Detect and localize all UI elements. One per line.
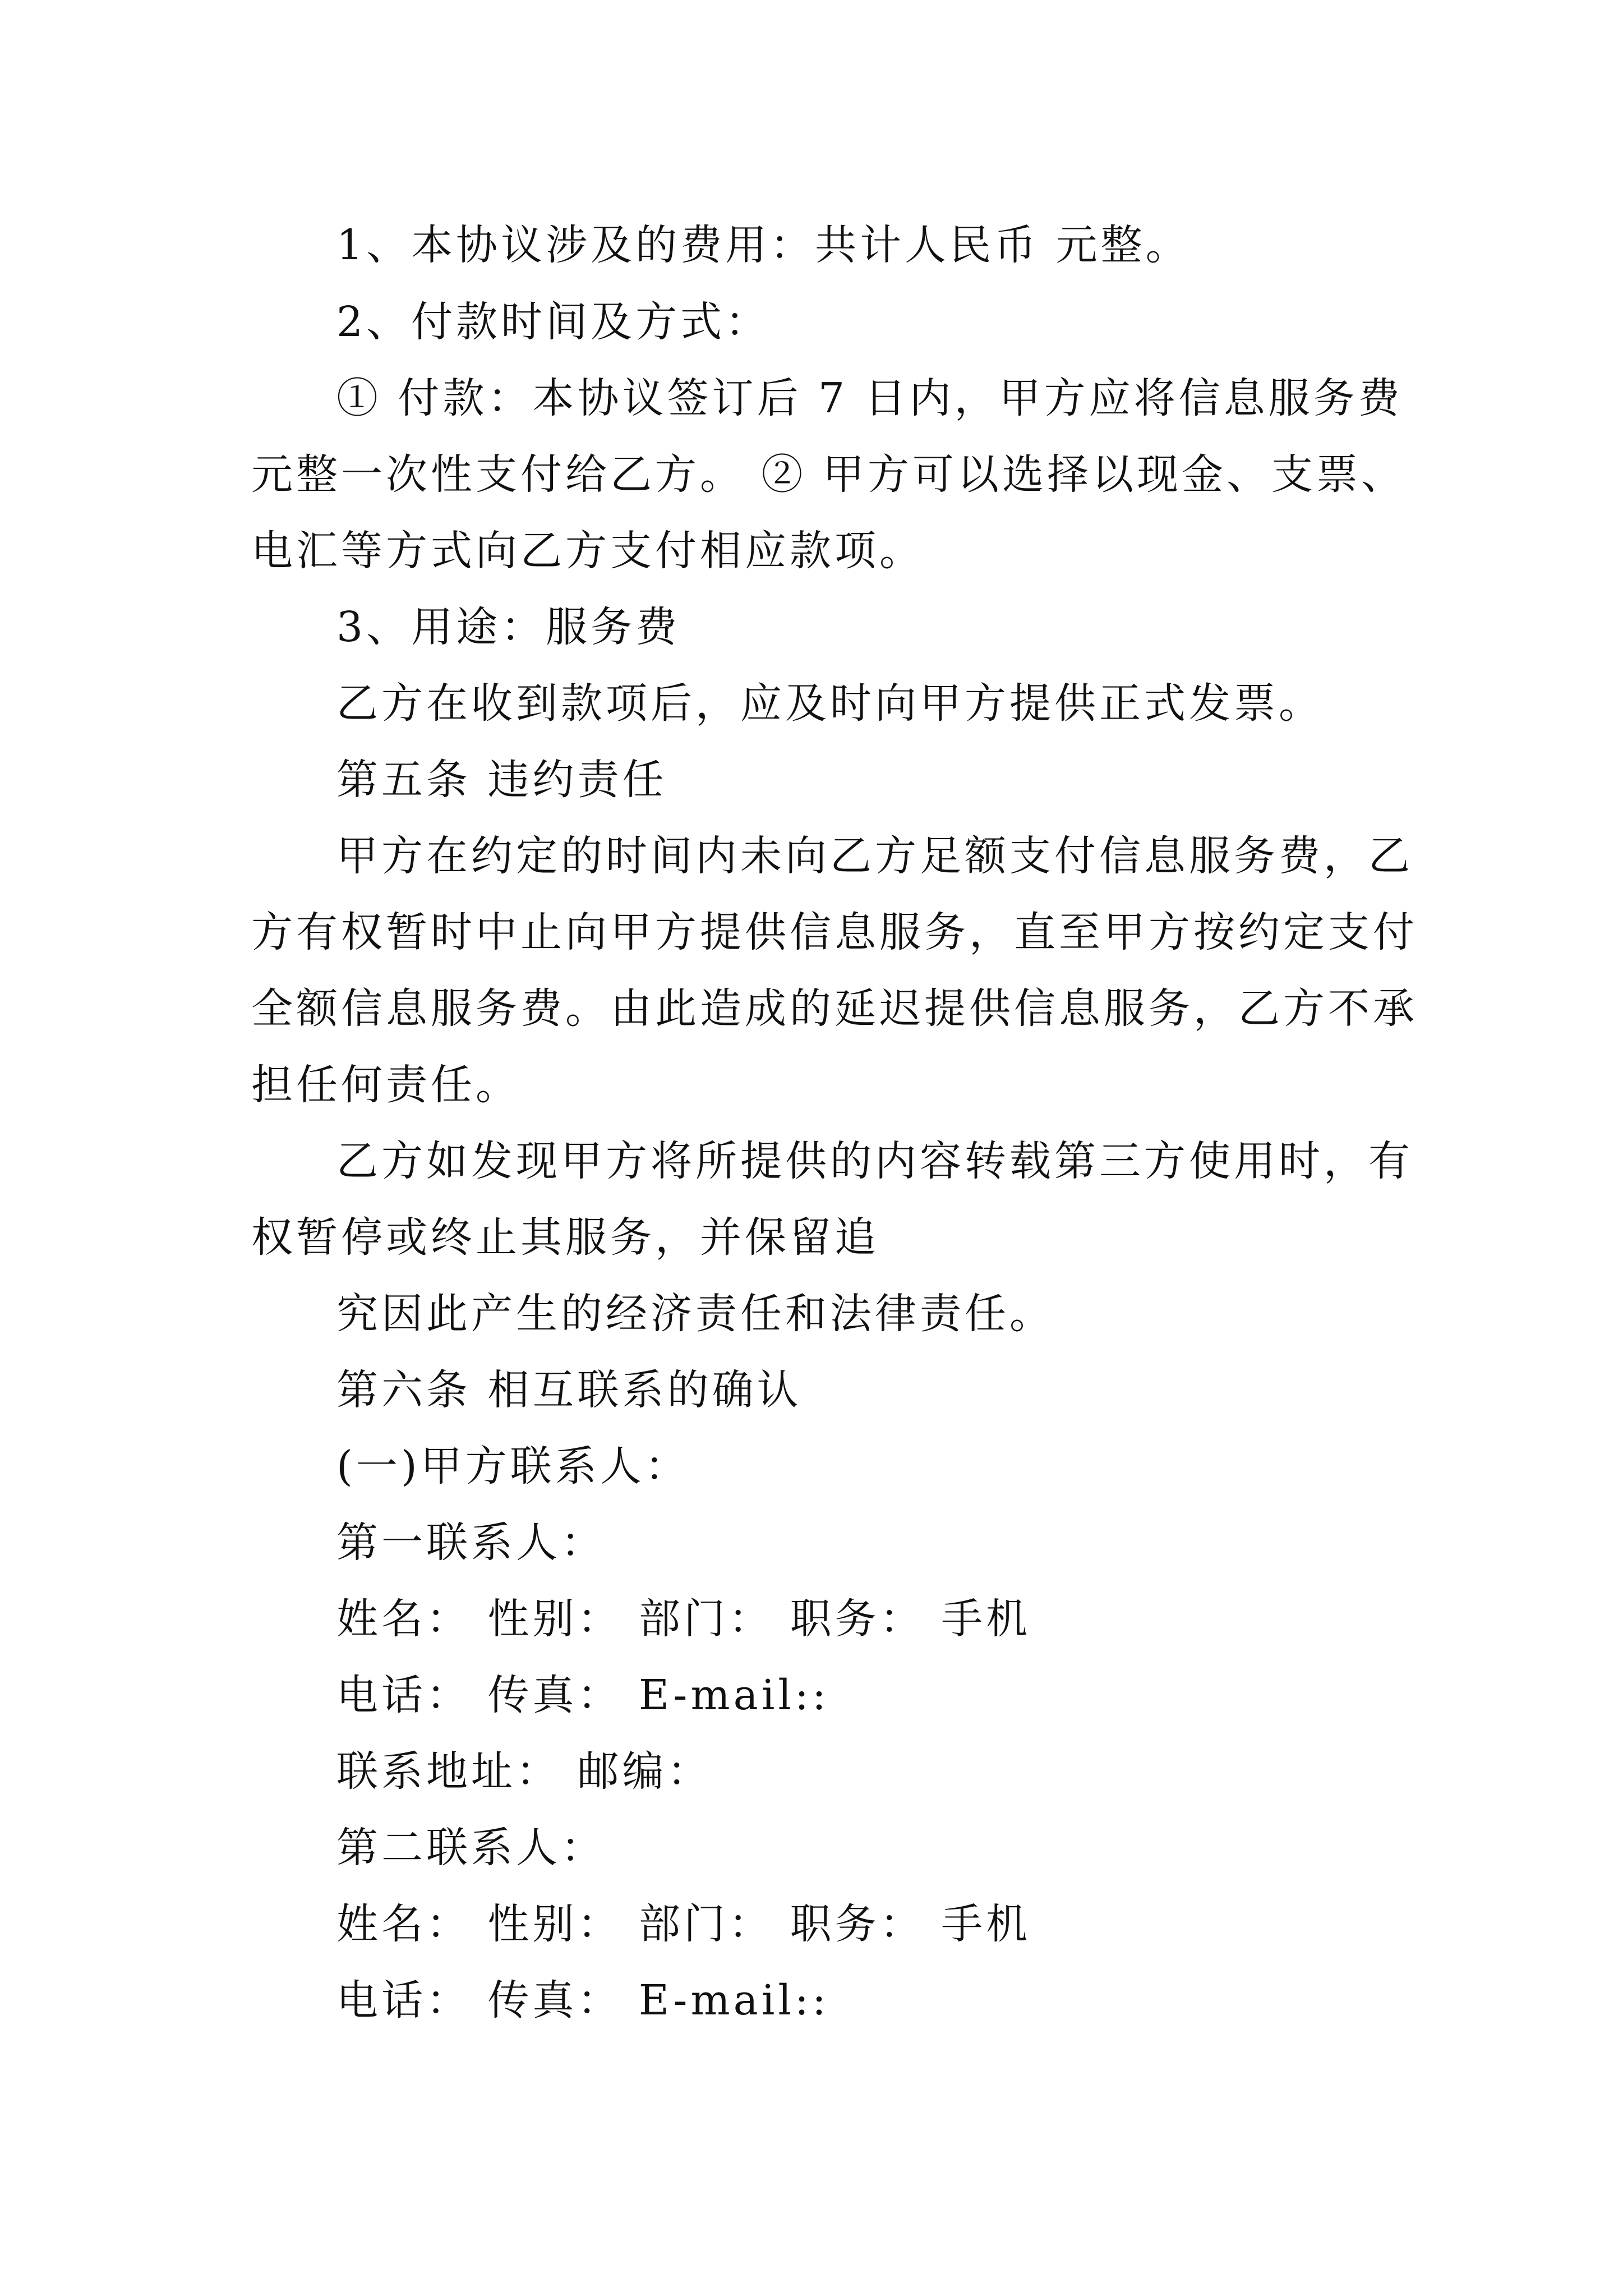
payment-clause-line-2: 元整一次性支付给乙方。 ② 甲方可以选择以现金、支票、: [251, 450, 1407, 499]
party-a-contacts-heading: (一)甲方联系人：: [336, 1442, 690, 1490]
breach-paragraph-line-3: 全额信息服务费。由此造成的延迟提供信息服务，乙方不承: [251, 984, 1418, 1033]
article-5-heading: 第五条 违约责任: [336, 756, 667, 804]
breach-paragraph-line-1: 甲方在约定的时间内未向乙方足额支付信息服务费，乙: [336, 832, 1413, 880]
reprint-paragraph-line-3: 究因此产生的经济责任和法律责任。: [336, 1290, 1054, 1338]
payment-clause-line-1: ① 付款：本协议签订后 7 日内，甲方应将信息服务费: [336, 374, 1403, 422]
purpose-line: 3、用途：服务费: [336, 603, 681, 651]
first-contact-label: 第一联系人：: [336, 1519, 606, 1567]
article-6-heading: 第六条 相互联系的确认: [336, 1366, 802, 1414]
first-contact-fields-2: 电话： 传真： E-mail::: [336, 1671, 829, 1719]
breach-paragraph-line-4: 担任何责任。: [251, 1061, 520, 1109]
first-contact-address: 联系地址： 邮编：: [336, 1747, 712, 1796]
breach-paragraph-line-2: 方有权暂时中止向甲方提供信息服务，直至甲方按约定支付: [251, 908, 1418, 956]
payment-method-heading: 2、付款时间及方式：: [336, 298, 771, 346]
reprint-paragraph-line-1: 乙方如发现甲方将所提供的内容转载第三方使用时，有: [336, 1137, 1413, 1185]
first-contact-fields-1: 姓名： 性别： 部门： 职务： 手机: [336, 1595, 1031, 1643]
second-contact-label: 第二联系人：: [336, 1824, 606, 1872]
fee-total-line: 1、本协议涉及的费用：共计人民币 元整。: [336, 221, 1191, 269]
second-contact-fields-1: 姓名： 性别： 部门： 职务： 手机: [336, 1900, 1031, 1948]
payment-clause-line-3: 电汇等方式向乙方支付相应款项。: [251, 527, 924, 575]
reprint-paragraph-line-2: 权暂停或终止其服务，并保留追: [251, 1213, 879, 1262]
invoice-line: 乙方在收到款项后，应及时向甲方提供正式发票。: [336, 679, 1324, 728]
second-contact-fields-2: 电话： 传真： E-mail::: [336, 1976, 829, 2024]
